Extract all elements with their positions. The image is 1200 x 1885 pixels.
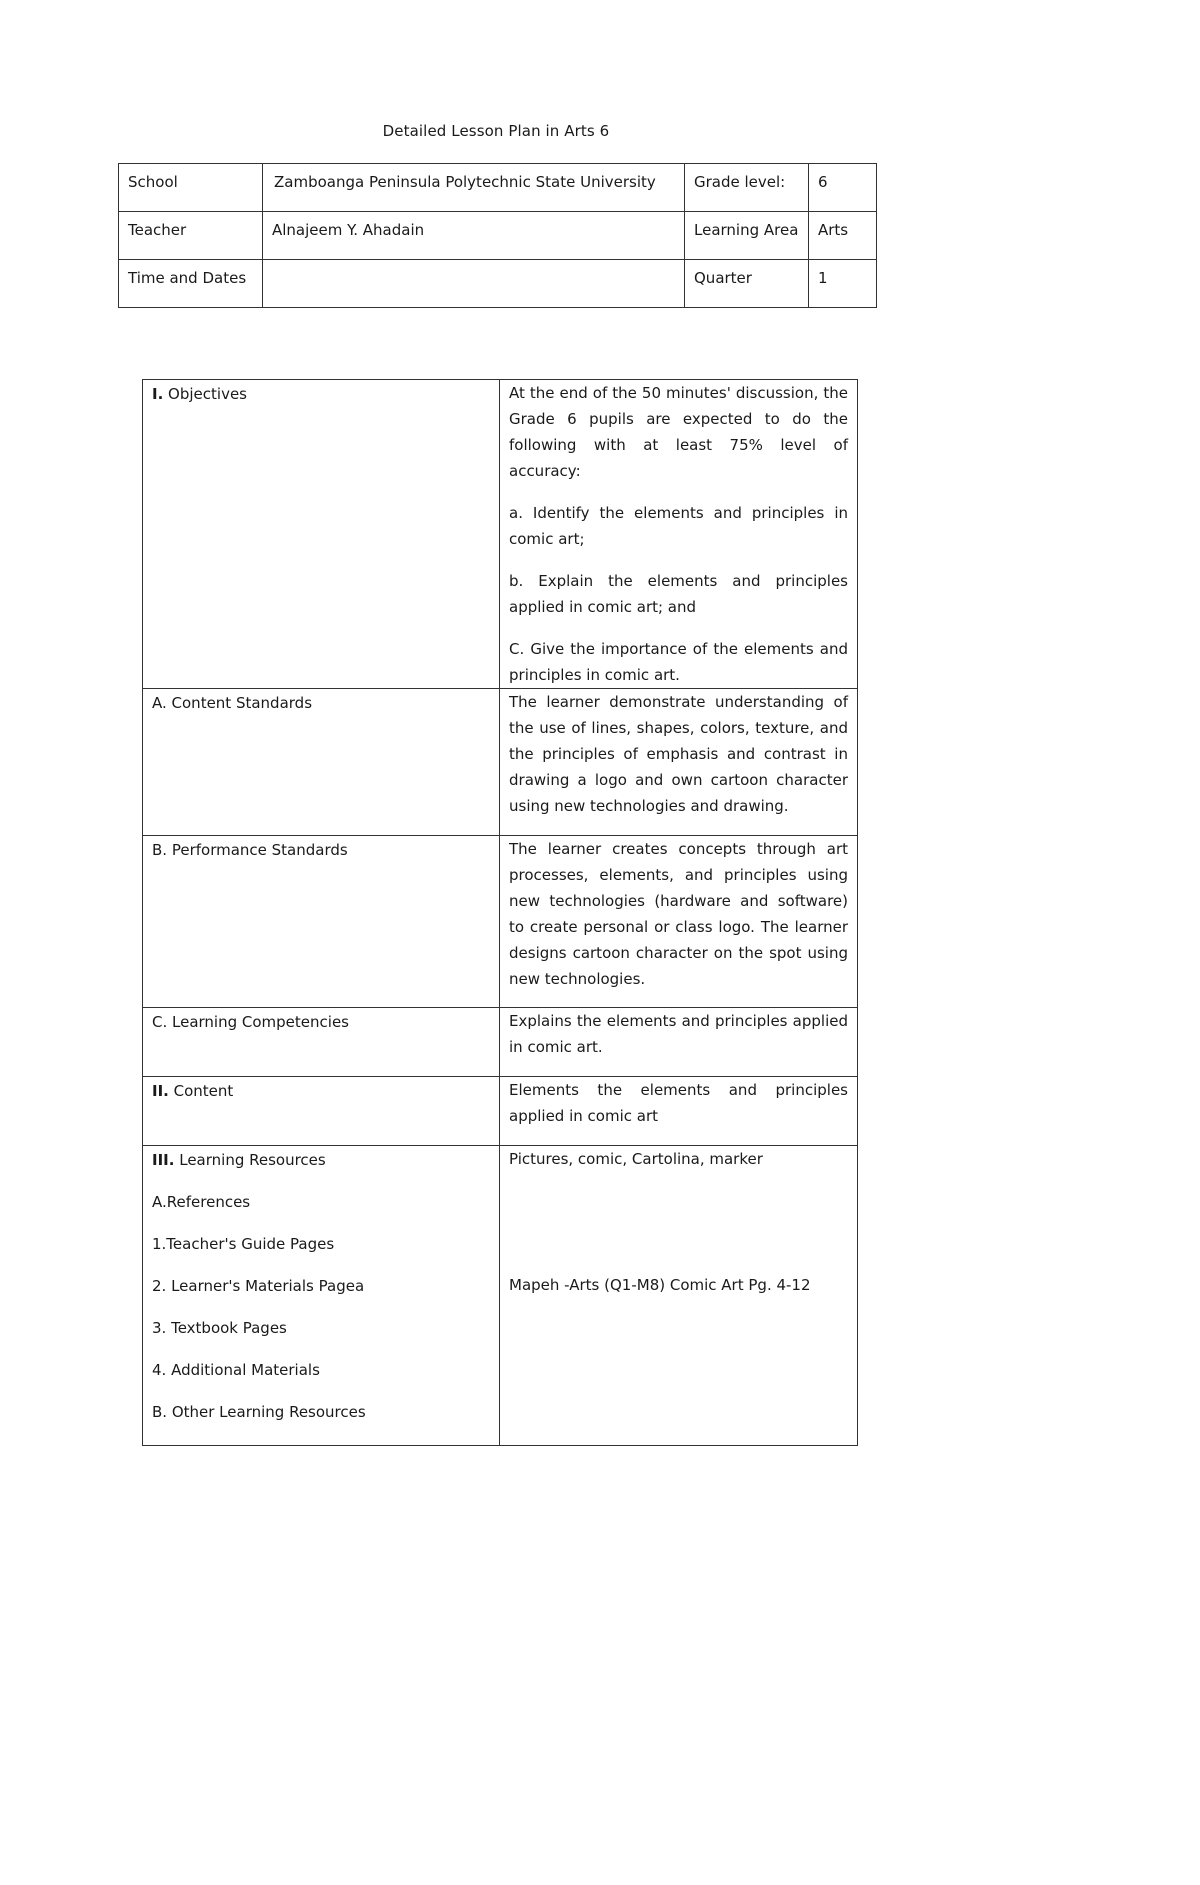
- content-label: Content: [168, 1082, 234, 1100]
- learning-resources-number: III.: [152, 1151, 175, 1169]
- performance-standards-text: The learner creates concepts through art processes, elements, and principles using new technologies (hardware and software) to create personal or class logo. The learner designs cartoon character on the spot using new technologies.: [500, 836, 858, 1008]
- quarter-value: 1: [809, 260, 877, 308]
- grade-level-label: Grade level:: [685, 164, 809, 212]
- table-row: [119, 212, 877, 260]
- materials-spacer-2: [509, 1230, 848, 1256]
- table-row: [143, 380, 858, 689]
- school-label: School: [119, 164, 263, 212]
- objective-c: C. Give the importance of the elements and principles in comic art.: [509, 640, 848, 684]
- content-label-cell: [143, 1077, 500, 1146]
- objective-b: b. Explain the elements and principles applied in comic art; and: [509, 572, 848, 616]
- table-row: [119, 164, 877, 212]
- table-row: [143, 1146, 858, 1446]
- learning-competencies-label: C. Learning Competencies: [143, 1008, 500, 1077]
- performance-standards-label: B. Performance Standards: [143, 836, 500, 1008]
- lesson-info-table: [118, 163, 877, 308]
- textbook-pages-label: 3. Textbook Pages: [152, 1319, 287, 1337]
- table-row: [143, 1077, 858, 1146]
- objectives-content-cell: [500, 380, 858, 689]
- materials-text: Pictures, comic, Cartolina, marker: [509, 1150, 763, 1168]
- time-dates-value: [263, 260, 685, 308]
- learning-resources-content-cell: [500, 1146, 858, 1446]
- school-value: Zamboanga Peninsula Polytechnic State University: [263, 164, 685, 212]
- materials-spacer-1: [509, 1188, 848, 1214]
- learning-area-label: Learning Area: [685, 212, 809, 260]
- teacher-value: Alnajeem Y. Ahadain: [263, 212, 685, 260]
- learning-resources-heading: [152, 1147, 490, 1173]
- learners-materials-label: 2. Learner's Materials Pagea: [152, 1277, 365, 1295]
- teachers-guide-label: 1.Teacher's Guide Pages: [152, 1235, 335, 1253]
- content-standards-text: The learner demonstrate understanding of the use of lines, shapes, colors, texture, and the principles of emphasis and contrast in drawing a logo and own cartoon character using new technologies and drawing.: [500, 689, 858, 836]
- other-resources-label: B. Other Learning Resources: [152, 1403, 366, 1421]
- objectives-number: I.: [152, 385, 164, 403]
- objectives-label-cell: [143, 380, 500, 689]
- document-title: Detailed Lesson Plan in Arts 6: [382, 122, 610, 140]
- content-standards-label: A. Content Standards: [143, 689, 500, 836]
- content-text: Elements the elements and principles applied in comic art: [500, 1077, 858, 1146]
- table-row: [143, 836, 858, 1008]
- objectives-intro: At the end of the 50 minutes' discussion, the Grade 6 pupils are expected to do the following with at least 75% level of accuracy:: [509, 384, 848, 480]
- table-row: [119, 260, 877, 308]
- table-row: [143, 1008, 858, 1077]
- additional-materials-label: 4. Additional Materials: [152, 1361, 320, 1379]
- teacher-label: Teacher: [119, 212, 263, 260]
- objectives-label: Objectives: [163, 385, 247, 403]
- table-row: [143, 689, 858, 836]
- grade-level-value: 6: [809, 164, 877, 212]
- learning-area-value: Arts: [809, 212, 877, 260]
- content-number: II.: [152, 1082, 169, 1100]
- learning-resources-label-cell: [143, 1146, 500, 1446]
- objective-a: a. Identify the elements and principles in comic art;: [509, 504, 848, 548]
- references-label: A.References: [152, 1193, 251, 1211]
- learners-materials-value: Mapeh -Arts (Q1-M8) Comic Art Pg. 4-12: [509, 1276, 811, 1294]
- quarter-label: Quarter: [685, 260, 809, 308]
- learning-competencies-text: Explains the elements and principles applied in comic art.: [500, 1008, 858, 1077]
- learning-resources-label: Learning Resources: [174, 1151, 326, 1169]
- time-dates-label: Time and Dates: [119, 260, 263, 308]
- lesson-plan-table: [142, 379, 858, 1446]
